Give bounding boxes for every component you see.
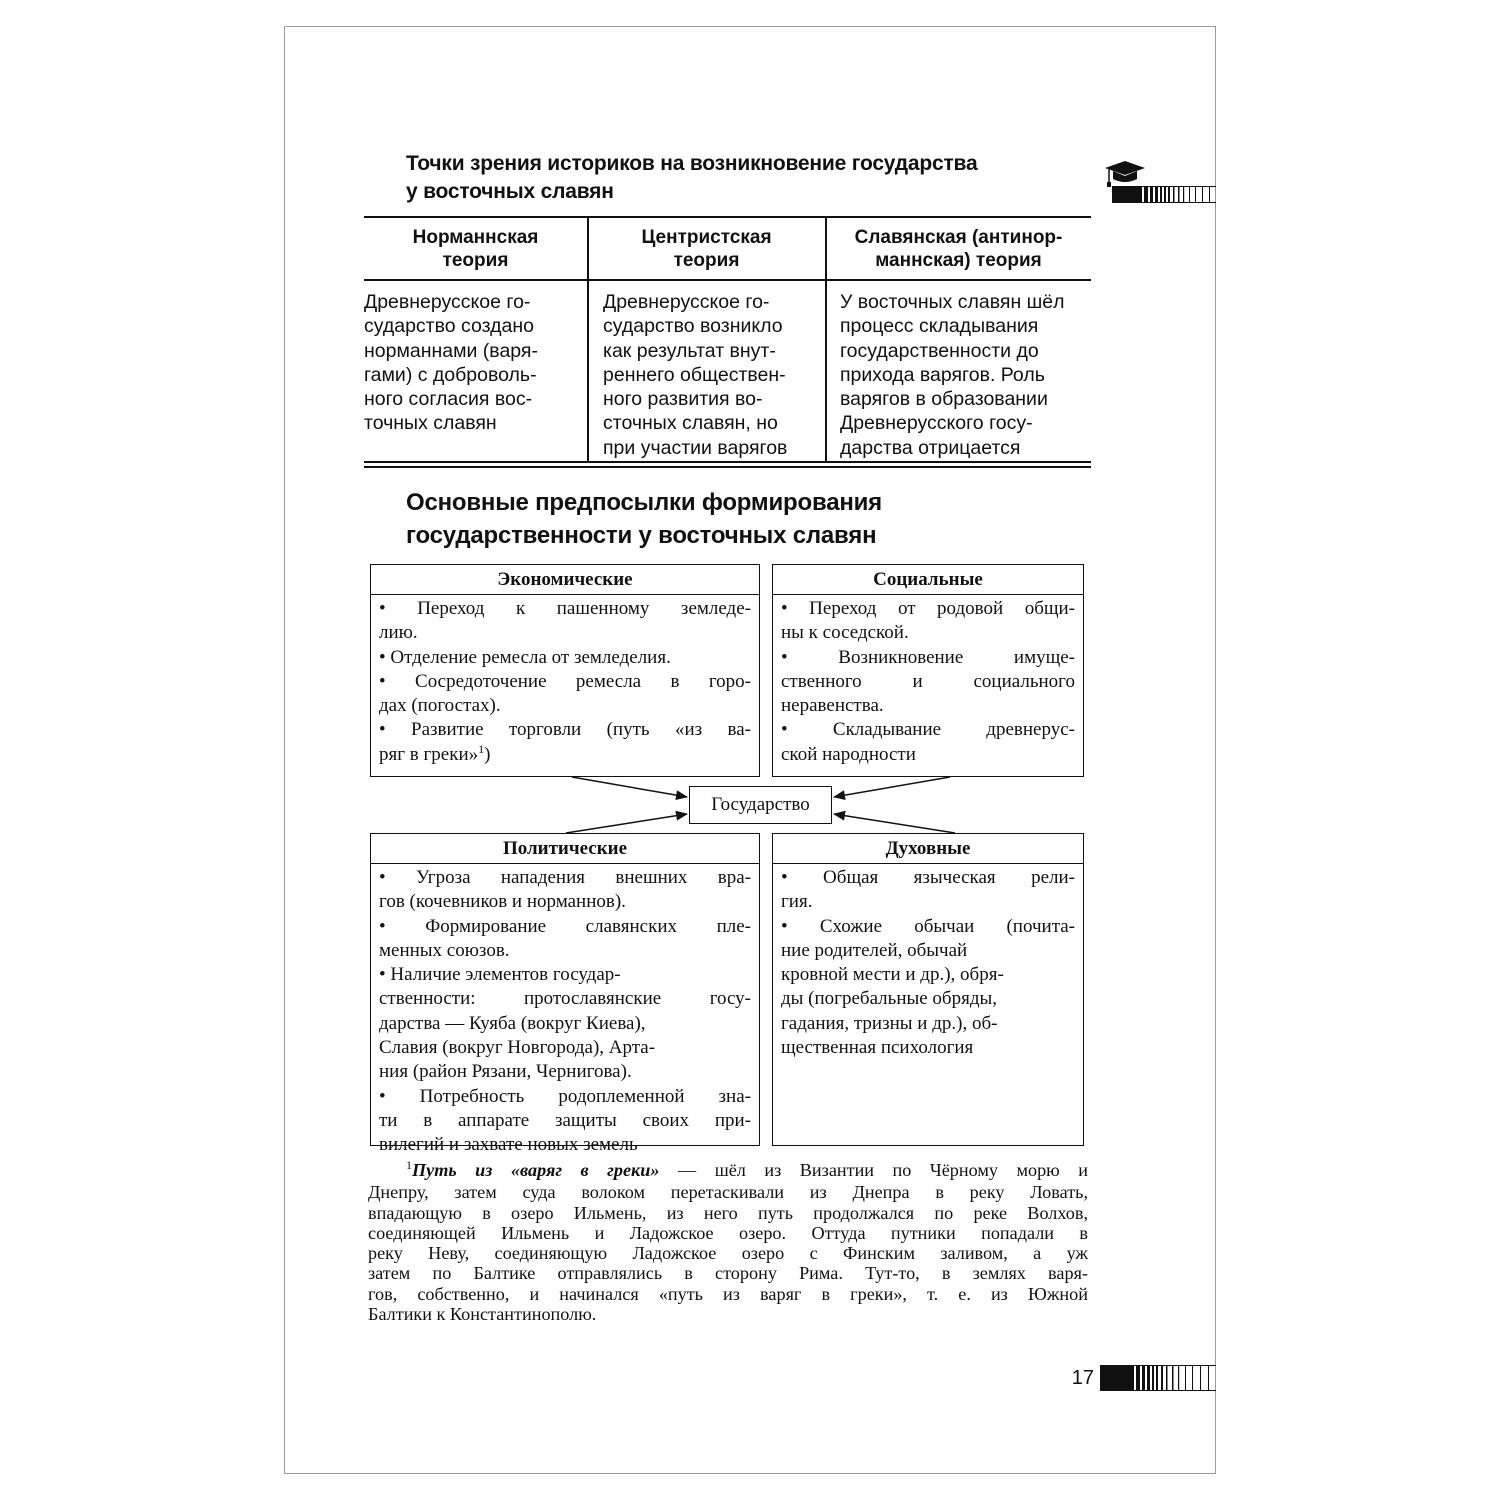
text-line: сточных славян, но (603, 412, 778, 435)
box-title: Социальные (773, 565, 1083, 595)
footnote (368, 1160, 1088, 1324)
text-line: вилегий и захвате новых земель (379, 1134, 638, 1156)
state-node: Государство (689, 786, 832, 824)
column-header-centrist (588, 226, 825, 272)
text-line: дарства отрицается (840, 436, 1021, 459)
box-spiritual (772, 833, 1084, 1146)
prerequisites-section-title (406, 486, 1046, 552)
text-line: гов (кочевников и норманнов). (379, 891, 626, 913)
text-line: • Складывание древнерус- (781, 719, 1075, 741)
header-line: Славянская (антинор- (854, 227, 1063, 248)
footnote-marker: 1 (406, 1158, 412, 1172)
box-economic (370, 564, 760, 777)
text-line: • Переход к пашенному земледе- (379, 598, 751, 619)
text-line: процесс складывания (840, 315, 1039, 338)
text-line: как результат внут- (603, 339, 776, 362)
theories-table (364, 216, 1091, 468)
text-line: ние родителей, обычай (781, 939, 968, 961)
table-rule (364, 279, 1091, 281)
box-title: Экономические (371, 565, 759, 595)
header-line: теория (442, 250, 509, 271)
text-line: Древнерусского госу- (840, 412, 1033, 435)
text-line: ственного и социального (781, 670, 1075, 692)
box-body (371, 864, 759, 1158)
page-number: 17 (1071, 1367, 1094, 1389)
footnote-ref: 1 (478, 741, 485, 756)
footnote-term: Путь из «варяг в греки» (412, 1160, 660, 1180)
text-line: дарства — Куяба (вокруг Киева), (379, 1012, 646, 1034)
box-body (773, 595, 1083, 767)
table-rule (364, 466, 1091, 468)
text-line: точных славян (364, 412, 497, 435)
column-text-centrist (603, 290, 825, 460)
text-line: ния (район Рязани, Чернигова). (379, 1061, 632, 1083)
header-line: Норманнская (412, 227, 539, 248)
text-line: • Наличие элементов государ- (379, 964, 621, 986)
text-line: прихода варягов. Роль (840, 363, 1045, 386)
column-header-slavic (826, 226, 1091, 272)
box-social (772, 564, 1084, 777)
text-line: варягов в образовании (840, 388, 1048, 411)
footnote-line (368, 1160, 1088, 1182)
column-header-norman (364, 226, 587, 272)
text-line: У восточных славян шёл (840, 291, 1065, 313)
footnote-line: реку Неву, соединяющую Ладожское озеро с Финским заливом, а уж (368, 1243, 1088, 1264)
text-line: при участии варягов (603, 436, 788, 459)
footnote-line: Днепру, затем суда волоком перетаскивали из Днепра в реку Ловать, (368, 1182, 1088, 1203)
column-text-norman (364, 290, 584, 436)
text-line: ственности: протославянские госу- (379, 988, 751, 1010)
text-line: сударство создано (364, 315, 534, 338)
text-line (379, 743, 751, 768)
text-line: Славия (вокруг Новгорода), Арта- (379, 1037, 656, 1059)
text-line: ской народности (781, 743, 916, 765)
table-rule (364, 461, 1091, 463)
barcode-decoration-bottom (1100, 1365, 1216, 1391)
theories-section-title (406, 150, 1046, 206)
text-line: гами) с доброволь- (364, 363, 537, 386)
text-line: ти в аппарате защиты своих при- (379, 1109, 751, 1131)
text-line: сударство возникло (603, 315, 783, 338)
footnote-line: затем по Балтике отправлялись в сторону Рима. Тут-то, в землях варя- (368, 1263, 1088, 1284)
text-line: • Отделение ремесла от земледелия. (379, 646, 671, 668)
table-rule (364, 216, 1091, 218)
text-line: гия. (781, 891, 813, 913)
box-body (371, 595, 759, 768)
text-line: дах (погостах). (379, 695, 501, 717)
text-line: Древнерусское го- (364, 291, 531, 313)
text-line: государственности до (840, 339, 1039, 362)
text-fragment: ) (484, 743, 491, 765)
footnote-line: Балтики к Константинополю. (368, 1304, 597, 1325)
header-line: теория (673, 250, 740, 271)
text-line: • Схожие обычаи (почита- (781, 915, 1075, 937)
title-line: государственности у восточных славян (406, 522, 877, 549)
title-line: Точки зрения историков на возникновение государства (406, 152, 978, 175)
text-fragment: — шёл из Византии по Чёрному морю и (659, 1160, 1088, 1180)
box-political (370, 833, 760, 1156)
text-line: • Сосредоточение ремесла в горо- (379, 670, 751, 692)
text-line: ного развития во- (603, 388, 763, 411)
text-line: • Потребность родоплеменной зна- (379, 1085, 751, 1107)
text-line: • Возникновение имуще- (781, 646, 1075, 668)
column-text-slavic (840, 290, 1091, 460)
box-title: Духовные (773, 834, 1083, 864)
text-line: гадания, тризны и др.), об- (781, 1012, 998, 1034)
barcode-decoration-top (1112, 186, 1216, 203)
text-line: • Переход от родовой общи- (781, 598, 1075, 619)
text-line: лию. (379, 622, 418, 644)
text-line: менных союзов. (379, 939, 510, 961)
footnote-line: соединяющей Ильмень и Ладожское озеро. Оттуда путники попадали в (368, 1222, 1088, 1243)
box-title: Политические (371, 834, 759, 864)
text-line: щественная психология (781, 1037, 974, 1059)
text-line: реннего обществен- (603, 363, 786, 386)
text-line: ды (погребальные обряды, (781, 988, 998, 1010)
text-line: • Формирование славянских пле- (379, 915, 751, 937)
text-line: ного согласия вос- (364, 388, 533, 411)
box-body (773, 864, 1083, 1060)
text-line: • Угроза нападения внешних вра- (379, 867, 751, 888)
text-line: кровной мести и др.), обря- (781, 964, 1004, 986)
text-line: ны к соседской. (781, 622, 909, 644)
text-line: Древнерусское го- (603, 291, 770, 313)
title-line: у восточных славян (406, 180, 614, 203)
footnote-line: гов, собственно, и начинался «путь из варяг в греки», т. е. из Южной (368, 1283, 1088, 1304)
title-line: Основные предпосылки формирования (406, 489, 882, 516)
text-fragment: ряг в греки» (379, 743, 479, 765)
header-line: Центристская (641, 227, 772, 248)
text-line: • Развитие торговли (путь «из ва- (379, 719, 751, 741)
text-line: неравенства. (781, 695, 884, 717)
text-line: • Общая языческая рели- (781, 867, 1075, 888)
footnote-line: впадающую в озеро Ильмень, из него путь продолжался по реке Волхов, (368, 1202, 1088, 1223)
text-line: норманнами (варя- (364, 339, 538, 362)
header-line: маннская) теория (875, 250, 1042, 271)
